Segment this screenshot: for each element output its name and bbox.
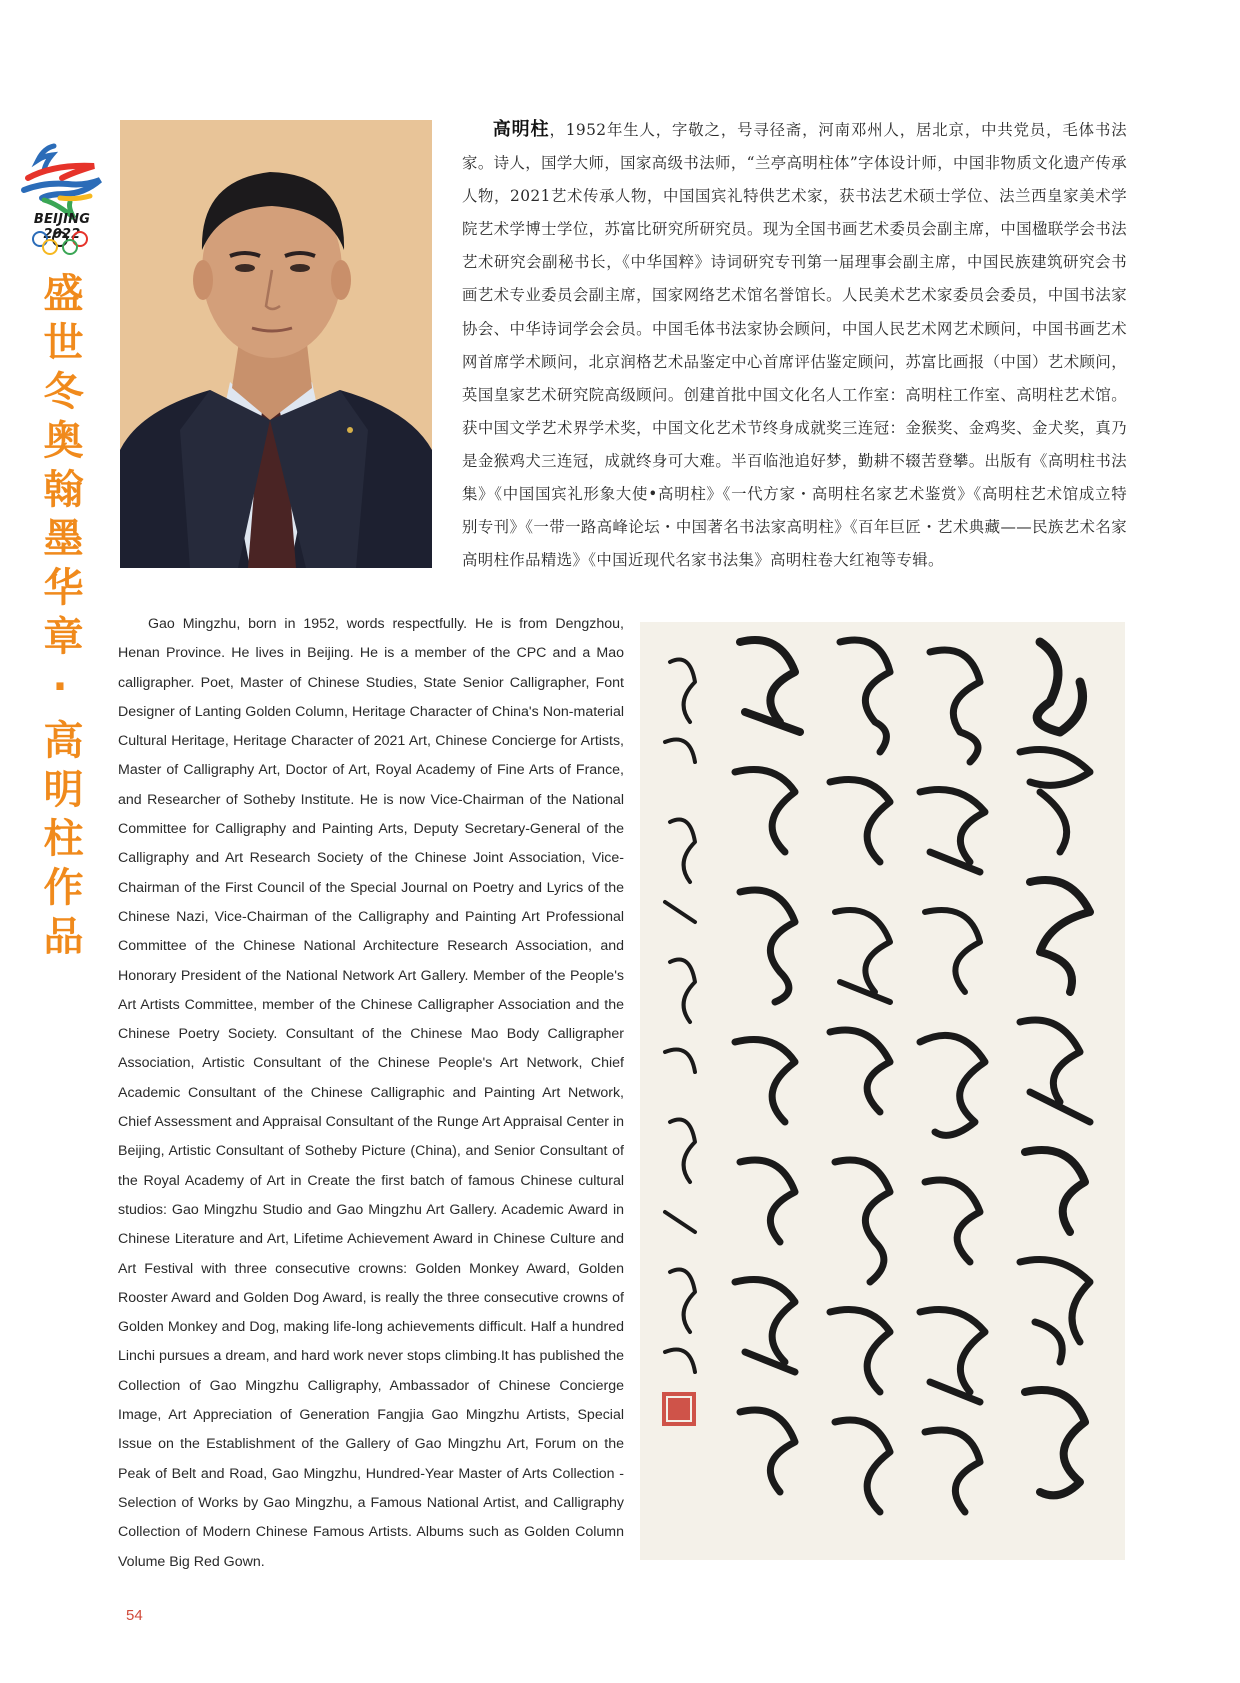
olympic-rings-icon [30, 230, 90, 256]
english-biography: Gao Mingzhu, born in 1952, words respectfully. He is from Dengzhou, Henan Province. He lives in Beijing. He is a member of the CPC and a Mao calligrapher. Poet, Master of Chinese Studies, State Senior Calligrapher, Font Designer of Lanting Golden Column, Heritage Character of China's Non-material Cultural Heritage, Heritage Character of 2021 Art, Chinese Concierge for Artists, Master of Calligraphy Art, Doctor of Art, Royal Academy of Fine Arts of France, and Researcher of Sotheby Institute. He is now Vice-Chairman of the National Committee for Calligraphy and Painting Arts, Deputy Secretary-General of the Calligraphy and Art Research Society of the Chinese Joint Association, Vice-Chairman of the First Council of the Special Journal on Poetry and Lyrics of the Chinese Nazi, Vice-Chairman of the Calligraphy and Painting Art Professional Committee of the Chinese National Architecture Research Association, and Honorary President of the National Network Art Gallery. Member of the People's Art Artists Committee, member of the Chinese Calligrapher Association and the Chinese Poetry Society. Consultant of the Chinese Mao Body Calligrapher Association, Artistic Consultant of the Chinese People's Art Network, Chief Academic Consultant of the Chinese Calligraphic and Painting Art Network, Chief Assessment and Appraisal Consultant of the Runge Art Appraisal Center in Beijing, Artistic Consultant of Sotheby Picture (China), and Senior Consultant of the Royal Academy of Art in Create the first batch of famous Chinese cultural studios: Gao Mingzhu Studio and Gao Mingzhu Art Gallery. Academic Award in Chinese Literature and Art, Lifetime Achievement Award in Chinese Culture and Art Festival with three consecutive crowns: Golden Monkey Award, Golden Rooster Award and Golden Dog Award, is really the three consecutive crowns of Golden Monkey and Dog, making life-long achievements difficult. Half a hundred Linchi pursues a dream, and hard work never stops climbing.It has published the Collection of Gao Mingzhu Calligraphy, Ambassador of Chinese Concierge Image, Art Appreciation of Generation Fangjia Gao Mingzhu Artists, Special Issue on the Establishment of the Gallery of Gao Mingzhu Art, Forum on the Peak of Belt and Road, Gao Mingzhu, Hundred-Year Master of Arts Collection - Selection of Works by Gao Mingzhu, a Famous National Artist, and Calligraphy Collection of Modern Chinese Famous Artists. Albums such as Golden Column Volume Big Red Gown. [118, 616, 624, 1570]
vertical-page-title: 盛世冬奥翰墨华章·高明柱作品 [37, 272, 83, 964]
portrait-photo [120, 120, 432, 568]
calligraphy-artwork [640, 622, 1125, 1560]
chinese-biography-text: ，1952年生人，字敬之，号寻径斋，河南邓州人，居北京，中共党员，毛体书法家。诗人，国学大师，国家高级书法师，“兰亭高明柱体”字体设计师，中国非物质文化遗产传承人物，2021艺术传承人物，中国国宾礼特供艺术家，获书法艺术硕士学位、法兰西皇家美术学院艺术学博士学位，苏富比研究所研究员。现为全国书画艺术委员会副主席，中国楹联学会书法艺术研究会副秘书长，《中华国粹》诗词研究专刊第一届理事会副主席，中国民族建筑研究会书画艺术专业委员会副主席，国家网络艺术馆名誉馆长。人民美术艺术家委员会委员，中国书法家协会、中华诗词学会会员。中国毛体书法家协会顾问，中国人民艺术网艺术顾问，中国书画艺术网首席学术顾问，北京润格艺术品鉴定中心首席评估鉴定顾问，苏富比画报（中国）艺术顾问，英国皇家艺术研究院高级顾问。创建首批中国文化名人工作室：高明柱工作室、高明柱艺术馆。获中国文学艺术界学术奖，中国文化艺术节终身成就奖三连冠：金猴奖、金鸡奖、金犬奖，真乃是金猴鸡犬三连冠，成就终身可大难。半百临池追好梦，勤耕不辍苦登攀。出版有《高明柱书法集》《中国国宾礼形象大使•高明柱》《一代方家・高明柱名家艺术鉴赏》《高明柱艺术馆成立特别专刊》《一带一路高峰论坛・中国著名书法家高明柱》《百年巨匠・艺术典藏——民族艺术名家高明柱作品精选》《中国近现代名家书法集》高明柱卷大红袍等专辑。 [462, 121, 1128, 570]
beijing-2022-logo-text: BEIJING 2022 [33, 212, 91, 242]
chinese-biography [462, 113, 1127, 577]
page-number: 54 [126, 1607, 143, 1624]
artist-name: 高明柱 [492, 119, 550, 140]
